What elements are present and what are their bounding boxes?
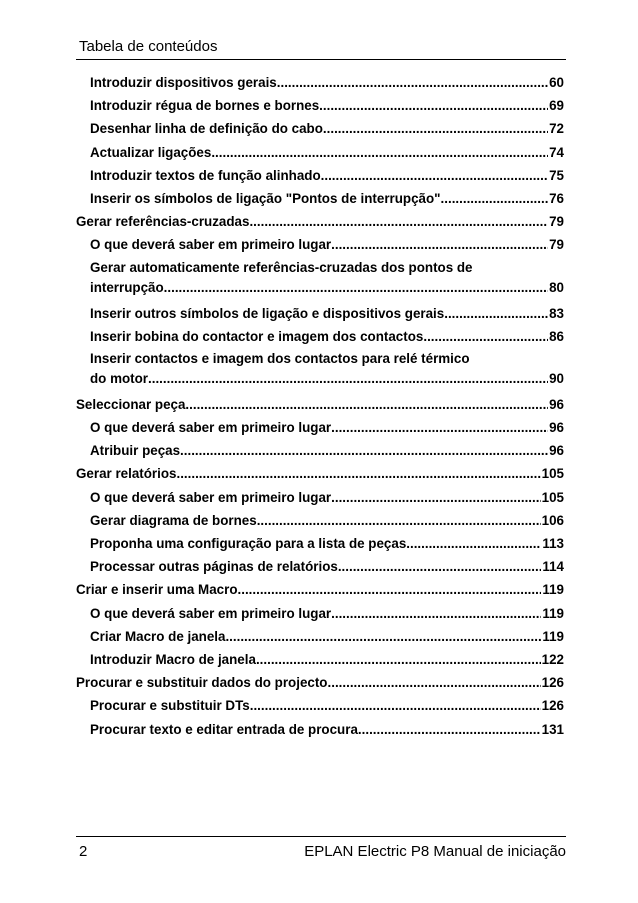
toc-entry[interactable] — [76, 718, 564, 741]
toc-entry-page: 105 — [541, 489, 564, 505]
toc-entry-title-line2: interrupção — [90, 279, 164, 295]
toc-entry[interactable] — [76, 233, 564, 256]
toc-entry[interactable] — [76, 648, 564, 671]
toc-entry[interactable] — [76, 348, 564, 393]
toc-entry-page: 126 — [541, 675, 564, 691]
toc-entry-page: 131 — [541, 721, 564, 737]
toc-entry-page: 122 — [541, 651, 564, 667]
toc-entry-title: Inserir outros símbolos de ligação e dispositivos gerais — [90, 305, 445, 321]
toc-section-entry[interactable] — [76, 671, 564, 694]
toc-entry-page: 119 — [542, 582, 564, 598]
footer-divider — [76, 836, 566, 837]
toc-entry[interactable] — [76, 509, 564, 532]
toc-leader-dots — [331, 233, 548, 256]
toc-leader-dots — [321, 164, 548, 187]
toc-leader-dots — [331, 602, 541, 625]
toc-section-entry[interactable] — [76, 578, 564, 601]
toc-entry-title: Procurar texto e editar entrada de procura — [90, 721, 358, 737]
toc-leader-dots — [338, 555, 542, 578]
toc-entry[interactable] — [76, 187, 564, 210]
footer-page-number: 2 — [79, 843, 88, 860]
toc-leader-dots — [444, 302, 548, 325]
toc-entry[interactable] — [76, 532, 564, 555]
toc-entry-title: Procurar e substituir DTs — [90, 698, 250, 714]
toc-leader-dots — [238, 578, 542, 601]
toc-entry[interactable] — [76, 694, 564, 717]
toc-entry-page: 105 — [541, 466, 564, 482]
toc-entry-page: 74 — [549, 144, 564, 160]
toc-leader-dots — [331, 416, 548, 439]
toc-entry[interactable] — [76, 141, 564, 164]
toc-entry-title: Procurar e substituir dados do projecto — [76, 675, 328, 691]
toc-entry[interactable] — [76, 486, 564, 509]
toc-leader-dots — [323, 117, 548, 140]
toc-entry[interactable] — [76, 117, 564, 140]
toc-leader-dots — [176, 462, 540, 485]
toc-entry-title: Introduzir dispositivos gerais — [90, 75, 277, 90]
toc-leader-dots — [319, 94, 548, 117]
toc-entry-page: 106 — [541, 512, 564, 528]
toc-entry-page: 126 — [541, 698, 564, 714]
toc-entry-page: 96 — [549, 443, 564, 459]
toc-entry-title-line1: Gerar automaticamente referências-cruzadas dos pontos de — [90, 259, 473, 275]
toc-entry-page: 79 — [549, 237, 564, 253]
toc-entry-page: 80 — [549, 279, 564, 295]
toc-entry-title: Desenhar linha de definição do cabo — [90, 121, 323, 137]
toc-entry-page: 113 — [542, 536, 564, 551]
toc-entry[interactable] — [76, 439, 564, 462]
toc-section-entry[interactable] — [76, 393, 564, 416]
toc-entry-page: 75 — [549, 167, 564, 183]
toc-leader-dots — [277, 71, 548, 94]
toc-entry[interactable] — [76, 416, 564, 439]
toc-leader-dots — [249, 210, 548, 233]
toc-entry-title: Introduzir textos de função alinhado — [90, 167, 321, 183]
toc-section-entry[interactable] — [76, 210, 564, 233]
toc-entry-title: Atribuir peças — [90, 443, 181, 459]
toc-entry-title: Inserir os símbolos de ligação "Pontos de interrupção" — [90, 190, 441, 206]
toc-leader-dots — [441, 187, 549, 210]
toc-leader-dots — [250, 694, 541, 717]
toc-entry[interactable] — [76, 602, 564, 625]
toc-entry-title-line2: do motor — [90, 370, 149, 386]
toc-entry-title: Criar Macro de janela — [90, 628, 226, 644]
toc-entry-page: 90 — [549, 370, 564, 386]
toc-leader-dots — [180, 439, 548, 462]
toc-leader-dots — [406, 532, 541, 555]
toc-entry[interactable] — [76, 302, 564, 325]
toc-entry-title-line1: Inserir contactos e imagem dos contactos para relé térmico — [90, 350, 470, 366]
toc-entry[interactable] — [76, 94, 564, 117]
toc-entry-title: Actualizar ligações — [90, 144, 212, 160]
toc-leader-dots — [358, 718, 541, 741]
toc-entry-title: Processar outras páginas de relatórios — [90, 559, 338, 575]
toc-entry-title: Inserir bobina do contactor e imagem dos contactos — [90, 328, 424, 344]
toc-leader-dots — [256, 648, 541, 671]
toc-entry[interactable] — [76, 164, 564, 187]
toc-leader-dots — [331, 486, 541, 509]
toc-entry-page: 79 — [549, 214, 564, 230]
toc-entry[interactable] — [76, 625, 564, 648]
toc-leader-dots — [148, 369, 548, 389]
toc-entry-page: 76 — [549, 190, 564, 206]
toc-leader-dots — [185, 393, 548, 416]
toc-entry-title: Criar e inserir uma Macro — [76, 582, 238, 598]
table-of-contents — [76, 71, 564, 741]
toc-entry[interactable] — [76, 325, 564, 348]
toc-entry-title: O que deverá saber em primeiro lugar — [90, 420, 332, 436]
toc-entry-page: 69 — [549, 98, 564, 114]
toc-entry-title: O que deverá saber em primeiro lugar — [90, 605, 332, 621]
toc-entry[interactable] — [76, 257, 564, 302]
toc-entry-page: 119 — [542, 605, 564, 621]
toc-entry-page: 96 — [549, 396, 564, 412]
toc-entry-page: 96 — [549, 420, 564, 436]
toc-leader-dots — [225, 625, 541, 648]
toc-leader-dots — [423, 325, 548, 348]
toc-leader-dots — [257, 509, 541, 532]
toc-entry-title: Seleccionar peça — [76, 396, 186, 412]
toc-entry-page: 83 — [549, 305, 564, 321]
toc-entry-title: O que deverá saber em primeiro lugar — [90, 489, 332, 505]
toc-entry-title: Introduzir régua de bornes e bornes — [90, 98, 320, 114]
toc-leader-dots — [164, 278, 548, 298]
page-header-title: Tabela de conteúdos — [79, 38, 218, 55]
toc-section-entry[interactable] — [76, 462, 564, 485]
header-divider — [76, 59, 566, 60]
toc-entry-title: Gerar diagrama de bornes — [90, 512, 257, 528]
toc-entry-page: 114 — [542, 559, 564, 575]
toc-entry-page: 86 — [549, 328, 564, 344]
toc-entry[interactable] — [76, 555, 564, 578]
toc-entry-page: 60 — [549, 75, 564, 90]
toc-entry-page: 119 — [542, 628, 564, 644]
toc-entry-title: Gerar relatórios — [76, 466, 177, 482]
toc-entry-title: O que deverá saber em primeiro lugar — [90, 237, 332, 253]
toc-leader-dots — [211, 141, 548, 164]
toc-entry-title: Proponha uma configuração para a lista de peças — [90, 536, 407, 551]
footer-document-title: EPLAN Electric P8 Manual de iniciação — [304, 843, 566, 860]
toc-leader-dots — [328, 671, 541, 694]
toc-entry-title: Gerar referências-cruzadas — [76, 214, 250, 230]
toc-entry-title: Introduzir Macro de janela — [90, 651, 256, 667]
toc-entry[interactable] — [76, 71, 564, 94]
toc-entry-page: 72 — [549, 121, 564, 137]
